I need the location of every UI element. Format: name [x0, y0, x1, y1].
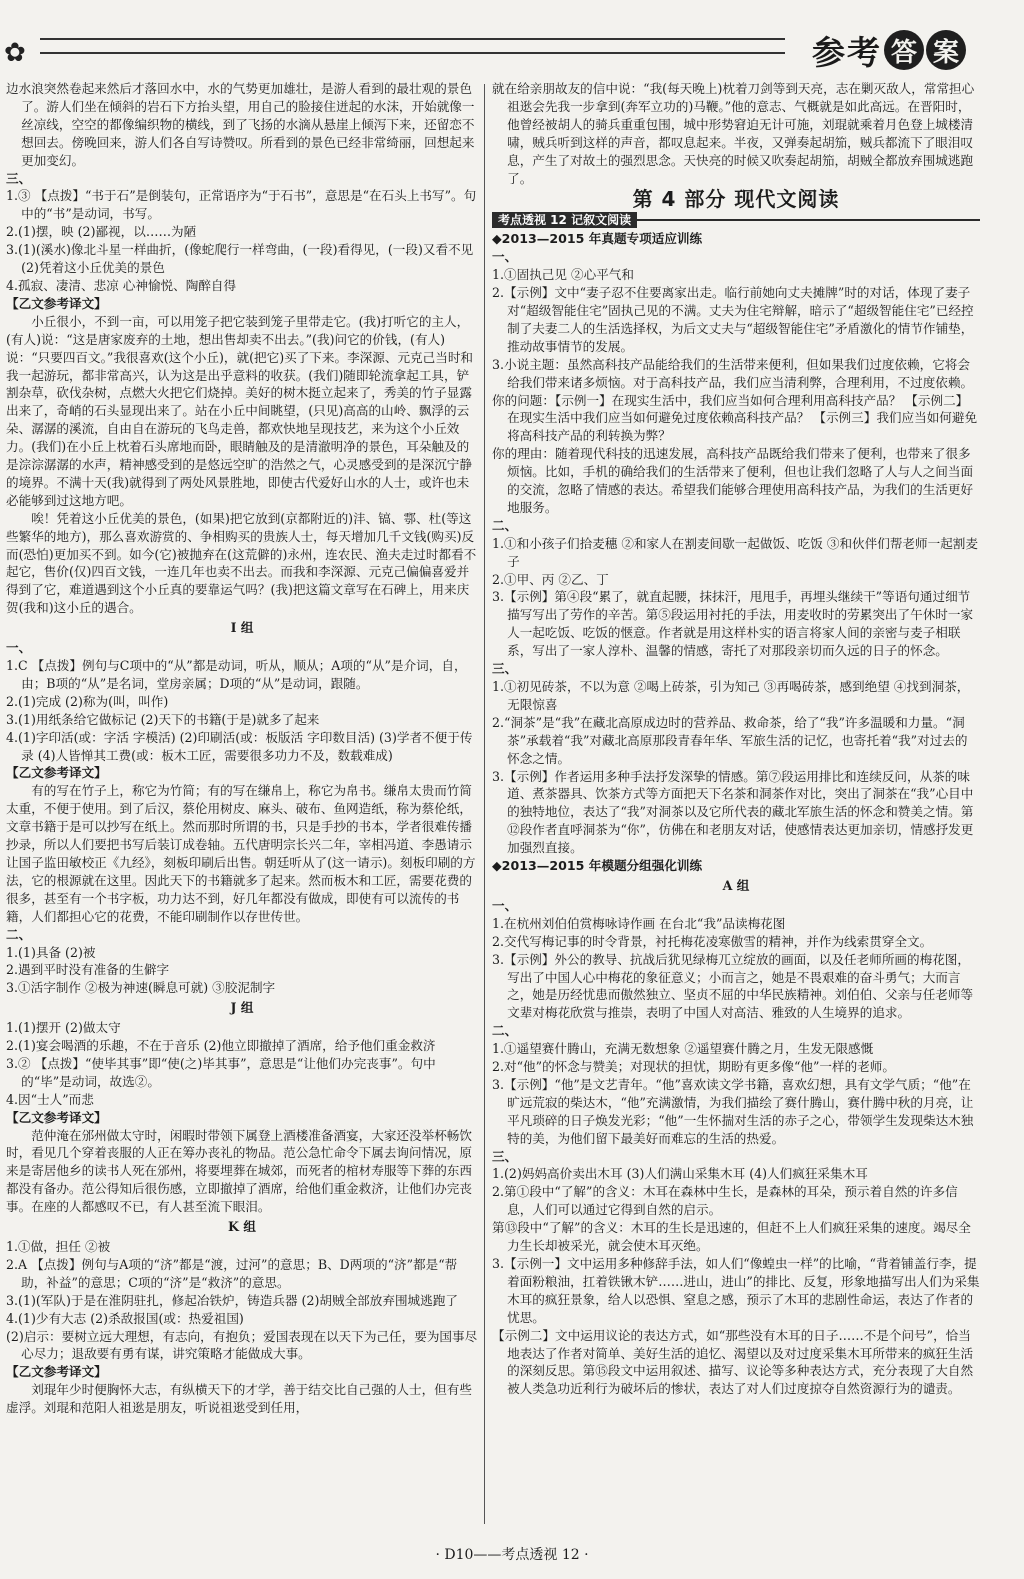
right-top-block [492, 80, 980, 187]
kaodian-label: 考点透视 12 记叙文阅读 [492, 212, 637, 228]
answer-item: 1.①遥望赛什腾山，充满无数想象 ②遥望赛什腾之月，生发无限感慨 [492, 1041, 874, 1057]
right-body [492, 230, 980, 1398]
answer-item: 3.【示例一】文中运用多种修辞手法，如人们“像蝗虫一样”的比喻，“背着铺盖行李，提着面粉粮油，扛着铁锹木铲……进山，进山”的排比、反复，形象地描写出人们为采集木耳的疯狂景象，给人以恐惧、窒息之感，预示了木耳的悲剧性命运，表达了作者的忧思。 [492, 1256, 980, 1325]
answer-item: 1.(2)妈妈高价卖出木耳 (3)人们满山采集木耳 (4)人们疯狂采集木耳 [492, 1166, 868, 1182]
left-column [6, 80, 478, 1417]
answer-item: 你的问题：【示例一】在现实生活中，我们应当如何合理利用高科技产品？ 【示例二】在现实生活中我们应当如何避免过度依赖高科技产品？ 【示例三】我们应当如何避免将高科技产品的利转换为弊？ [492, 392, 978, 444]
answer-item: 就在给亲朋故友的信中说：“我(每天晚上)枕着刀剑等到天亮，志在剿灭敌人，常常担心祖逖会先我一步拿到(奔军立功的)马鞭。”他的意志、气概就是如此高远。在晋阳时，他曾经被胡人的骑兵重重包围，城中形势窘迫无计可施，刘琨就乘着月色登上城楼清啸，贼兵听到这样的声音，都叹息起来。半夜，又弹奏起胡笳，贼兵都流下了眼泪叹息，产生了对故土的强烈思念。天快亮的时候又吹奏起胡笳，胡贼全都放弃围城逃跑了。 [492, 81, 975, 186]
answer-item: 边水浪突然卷起来然后才落回水中，水的气势更加雄壮，是游人看到的最壮观的景色了。游人们坐在倾斜的岩石下方抬头望，用自己的脸接住迸起的水沫，开始就像一丝凉线，空空的都像编织物的横线，到了飞扬的水滴从悬崖上倾泻下来，还留恋不想回去。傍晚回来，游人们各自写诗赞叹。所看到的景色已经非常绮丽，回想起来更加变幻。 [6, 81, 475, 168]
training-heading: ◆2013—2015 年真题专项适应训练 [492, 231, 703, 247]
section-number: 一、 [492, 249, 518, 265]
group-heading: J 组 [230, 1000, 254, 1016]
answer-item: 1.(1)具备 (2)被 [6, 944, 96, 960]
answer-item: 2.【示例】文中“妻子忍不住要离家出走。临行前她向丈夫摊牌”时的对话，体现了妻子对“超级智能住宅”固执己见的不满。丈夫为住宅辩解，暗示了“超级智能住宅”已经控制了夫妻二人的生活选择权，为后文丈夫与“超级智能住宅”矛盾激化的情节作铺垫，推动故事情节的发展。 [492, 285, 974, 354]
answer-item: 1.C 【点拨】例句与C项中的“从”都是动词，听从，顺从；A项的“从”是介词，自，由；B项的“从”是名词，堂房亲属；D项的“从”是动词，跟随。 [6, 658, 467, 691]
translation-label: 【乙文参考译文】 [6, 295, 107, 311]
section-number: 二、 [6, 926, 32, 942]
section-number: 三、 [6, 170, 32, 186]
answer-item: 3.【示例】第④段“累了，就直起腰，抹抹汗，甩甩手，再埋头继续干”等语句通过细节描写写出了劳作的辛苦。第⑤段运用衬托的手法，用麦收时的劳累突出了午休时一家人一起吃饭、吃饭的惬意。作者就是用这样朴实的语言将家人间的亲密与麦子相联系，写出了一家人淳朴、温馨的情感，寄托了对那段亲切而久远的日子的怀念。 [492, 589, 974, 659]
logo-seal-tail: 案 [926, 30, 966, 70]
answer-item: 你的理由：随着现代科技的迅速发展，高科技产品既给我们带来了便利，也带来了很多烦恼。比如，手机的确给我们的生活带来了便利，但也让我们忽略了人与人之间当面的交流，忽略了情感的表达。希望我们能够合理使用高科技产品，为我们的生活更好地服务。 [492, 446, 974, 515]
translation-paragraph: 唉！凭着这小丘优美的景色，(如果)把它放到(京都附近的)沣、镐、鄠、杜(等这些繁华的地方)，那么喜欢游赏的、争相购买的贵族人士，每天增加几千文钱(购买)反而(恐怕)更加买不到。如今(它)被抛弃在(这荒僻的)永州，连农民、渔夫走过时都看不起它，售价(仅)四百文钱，一连几年也卖不出去。而我和李深源、元克己偏偏喜爱并得到了它，难道遇到这个小丘真的要靠运气吗？(我)把这篇文章写在石碑上，用来庆贺(我和)这小丘的遇合。 [6, 510, 477, 616]
answer-item: 1.③ 【点拨】“书于石”是倒装句，正常语序为“于石书”，意思是“在石头上书写”。句中的“书”是动词，书写。 [6, 188, 477, 222]
answer-item: 3.小说主题：虽然高科技产品能给我们的生活带来便利，但如果我们过度依赖，它将会给我们带来诸多烦恼。对于高科技产品，我们应当清利弊，合理利用，不过度依赖。 [492, 356, 974, 390]
answer-item: 3.①活字制作 ②极为神速(瞬息可就) ③胶泥制字 [6, 980, 276, 996]
answer-item: 4.孤寂、凄清、悲凉 心神愉悦、陶醉自得 [6, 277, 237, 293]
answer-item: 1.(1)摆开 (2)做太守 [6, 1020, 121, 1036]
translation-paragraph: 小丘很小，不到一亩，可以用笼子把它装到笼子里带走它。(我)打听它的主人，(有人)说：“这是唐家废弃的土地，想出售却卖不出去。”(我)问它的价钱，(有人)说：“只要四百文。”我很喜欢(这个小丘)，就(把它)买了下来。李深源、元克己当时和我一起游玩，都非常高兴，认为这是出乎意料的收获。(我们)随即轮流拿起工具，铲割杂草，砍伐杂树，点燃大火把它们烧掉。美好的树木挺立起来了，秀美的竹子显露出来了，奇峭的石头显现出来了。站在小丘中间眺望，(只见)高高的山岭、飘浮的云朵、潺潺的溪流，自由自在游玩的飞鸟走兽，都欢快地呈现技艺，来为这个小丘效力。(我们)在小丘上枕着石头席地而卧，眼睛触及的是清澈明净的景色，耳朵触及的是淙淙潺潺的水声，精神感受到的是悠远空旷的浩然之气，心灵感受到的是深沉宁静的境界。不满十天(我)就得到了两处风景胜地，即使古代爱好山水的人士，或许也未必能够到过这地方吧。 [6, 313, 474, 508]
section-number: 二、 [492, 1023, 518, 1039]
translation-label: 【乙文参考译文】 [6, 1364, 107, 1380]
group-heading: A 组 [722, 877, 750, 893]
answer-item: 2.遇到平时没有准备的生僻字 [6, 962, 170, 978]
answer-item: 【示例二】文中运用议论的表达方式，如“那些没有木耳的日子……不是个问号”，恰当地表达了作者对简单、美好生活的追忆、渴望以及对过度采集木耳所带来的疯狂生活的深刻反思。第⑮段文中运用叙述、描写、议论等多种表达方式，充分表现了大自然被人类急功近利行为破坏后的惨状，表达了对人们过度掠夺自然资源行为的谴责。 [492, 1327, 974, 1397]
right-column [492, 80, 980, 1398]
answer-item: 3.(1)用纸条给它做标记 (2)天下的书籍(于是)就多了起来 [6, 711, 320, 727]
page-footer: · D10——考点透视 12 · [435, 1547, 589, 1563]
answer-item: 2.(1)宴会喝酒的乐趣，不在于音乐 (2)他立即撤掉了酒席，给予他们重金救济 [6, 1038, 436, 1054]
translation-paragraph: 有的写在竹子上，称它为竹简；有的写在缣帛上，称它为帛书。缣帛太贵而竹简太重，不便于使用。到了后汉，蔡伦用树皮、麻头、破布、鱼网造纸，称为蔡伦纸，文章书籍于是可以抄写在纸上。然而那时所谓的书，只是手抄的书本，学者很难传播抄录，所以人们要把书写后装订成卷轴。五代唐明宗长兴二年，宰相冯道、李愚请示让国子监田敏校正《九经》，刻板印刷后出售。朝廷听从了(这一请示)。刻板印刷的方法，它的根源就在这里。因此天下的书籍就多了起来。然而板木和工匠，需要花费的很多，甚至有一个书字板，功力达不到，好几年都没有做成，即使有可以流传的书籍，人们都担心它的花费，不能印刷制作以存世传世。 [6, 783, 476, 924]
answer-item: 3.② 【点拨】“使毕其事”即“使(之)毕其事”，意思是“让他们办完丧事”。句中的“毕”是动词，故选②。 [6, 1055, 436, 1089]
kaodian-bar [492, 212, 980, 228]
answer-item: 3.(1)(溪水)像北斗星一样曲折，(像蛇爬行一样弯曲，(一段)看得见，(一段)又看不见 (2)凭着这小丘优美的景色 [6, 242, 474, 276]
answer-item: 3.【示例】外公的教导、抗战后犹见绿梅兀立绽放的画面，以及任老师所画的梅花图，写出了中国人心中梅花的象征意义；小而言之，她是不畏艰难的奋斗勇气；大而言之，她是历经忧患而傲然独立、坚贞不屈的中华民族精神。刘伯伯、父亲与任老师等文辈对梅花欣赏与推崇，表明了中国人对高洁、雅致的人生境界的追求。 [492, 951, 974, 1021]
gear-icon: ✿ [4, 38, 26, 68]
answer-item: 2.第①段中“了解”的含义：木耳在森林中生长，是森林的耳朵，预示着自然的许多信息，人们可以通过它得到自然的启示。 [492, 1184, 958, 1218]
translation-paragraph: 刘琨年少时便胸怀大志，有纵横天下的才学，善于结交比自己强的人士，但有些虚浮。刘琨和范阳人祖逖是朋友，听说祖逖受到任用， [6, 1382, 472, 1416]
answer-item: 4.(1)字印活(或：字活 字模活) (2)印刷活(或：板版活 字印数目活) (3)学者不便于传录 (4)人皆惮其工费(或：板木工匠，需要很多功力不及，数载难成) [6, 729, 473, 763]
header-rule-2 [40, 52, 785, 54]
section-number: 三、 [492, 661, 518, 677]
column-divider [484, 84, 485, 1524]
page-header [0, 0, 1024, 82]
training-heading: ◆2013—2015 年模题分组强化训练 [492, 858, 703, 874]
answer-item: 2.A 【点拨】例句与A项的“济”都是“渡，过河”的意思；B、D两项的“济”都是“帮助，补益”的意思；C项的“济”是“救济”的意思。 [6, 1256, 458, 1290]
answer-item: 1.①和小孩子们拾麦穗 ②和家人在割麦间歇一起做饭、吃饭 ③和伙伴们帮老师一起割麦子 [492, 535, 978, 569]
answer-item: 2.(1)完成 (2)称为(叫，叫作) [6, 693, 169, 709]
answer-item: 3.【示例】作者运用多种手法抒发深挚的情感。第⑦段运用排比和连续反问，从茶的味道、煮茶器具、饮茶方式等方面把天下名茶和洞茶作对比，突出了洞茶在“我”心目中的独特地位，表达了“我”对洞茶以及它所代表的藏北军旅生活的怀念和赞美之情。第⑫段作者直呼洞茶为“你”，仿佛在和老朋友对话，使感情表达更加亲切，情感抒发更加强烈直接。 [492, 768, 974, 856]
answer-item: 2.①甲、丙 ②乙、丁 [492, 571, 609, 587]
group-heading: K 组 [228, 1219, 256, 1235]
answer-item: 1.在杭州刘伯伯赏梅咏诗作画 在台北“我”品读梅花图 [492, 915, 786, 931]
answer-item: 2.对“他”的怀念与赞美；对现状的担忧，期盼有更多像“他”一样的老师。 [492, 1059, 895, 1075]
logo-seal: 答 [884, 30, 924, 70]
part-title: 第 4 部分 现代文阅读 [632, 187, 840, 212]
header-rule [40, 38, 785, 40]
translation-paragraph: 范仲淹在邠州做太守时，闲暇时带领下属登上酒楼准备酒宴，大家还没举杯畅饮时，看见几个穿着丧服的人正在筹办丧礼的物品。范公急忙命令下属去询问情况，原来是寄居他乡的读书人死在邠州，将要埋葬在城郊，而死者的棺材寿服等下葬的东西都没有备办。范公得知后很伤感，立即撤掉了酒席，给他们重金救济，让他们办完丧事。在座的人都感叹不已，有人甚至流下眼泪。 [6, 1127, 472, 1215]
answer-item: 3.【示例】“他”是文艺青年。“他”喜欢读文学书籍，喜欢幻想，具有文学气质；“他”在旷远荒寂的柴达木，“他”充满激情，为我们描绘了赛什腾山，赛什腾中秋的月亮，让平凡琐碎的日子焕发光彩；“他”一生怀揣对生活的赤子之心，带领学生发现柴达木独特的美，为他们留下最美好而难忘的生活的热爱。 [492, 1076, 974, 1146]
answer-item: 2.“洞茶”是“我”在藏北高原成边时的营养品、救命茶，给了“我”许多温暖和力量。“洞茶”承载着“我”对藏北高原那段青春年华、军旅生活的记忆，也寄托着“我”对过去的怀念之情。 [492, 714, 968, 766]
section-number: 一、 [492, 897, 518, 913]
kaodian-rule [637, 219, 980, 221]
section-number: 三、 [492, 1148, 518, 1164]
group-heading: I 组 [230, 620, 254, 636]
answer-item: 2.交代写梅记事的时令背景，衬托梅花凌寒傲雪的精神，并作为线索贯穿全文。 [492, 933, 933, 949]
answer-item: 4.因“士人”而悲 [6, 1091, 94, 1107]
answer-item: 4.(1)少有大志 (2)杀敌报国(或：热爱祖国) [6, 1310, 244, 1326]
translation-label: 【乙文参考译文】 [6, 1109, 107, 1125]
answer-item: 1.①做，担任 ②被 [6, 1239, 111, 1254]
logo-brand: 参考 [812, 32, 882, 72]
answer-item: 1.①初见砖茶，不以为意 ②喝上砖茶，引为知己 ③再喝砖茶，感到绝望 ④找到洞茶，无限惊喜 [492, 679, 970, 712]
answer-item: 2.(1)摆，映 (2)鄙视，以……为陋 [6, 224, 197, 240]
answer-item: (2)启示：要树立远大理想，有志向，有抱负；爱国表现在以天下为己任，要为国事尽心尽力；退敌要有勇有谋，讲究策略才能做成大事。 [6, 1328, 478, 1362]
translation-label: 【乙文参考译文】 [6, 765, 107, 781]
section-number: 一、 [6, 640, 32, 656]
answer-item: 1.①固执己见 ②心平气和 [492, 267, 634, 283]
answer-item: 第⑬段中“了解”的含义：木耳的生长是迅速的，但赶不上人们疯狂采集的速度。竭尽全力生长却被采光，就会使木耳灭绝。 [492, 1220, 971, 1254]
section-number: 二、 [492, 517, 518, 533]
answer-logo [812, 22, 966, 78]
answer-item: 3.(1)(军队)于是在淮阴驻扎，修起冶铁炉，铸造兵器 (2)胡贼全部放弃围城逃跑了 [6, 1292, 458, 1308]
